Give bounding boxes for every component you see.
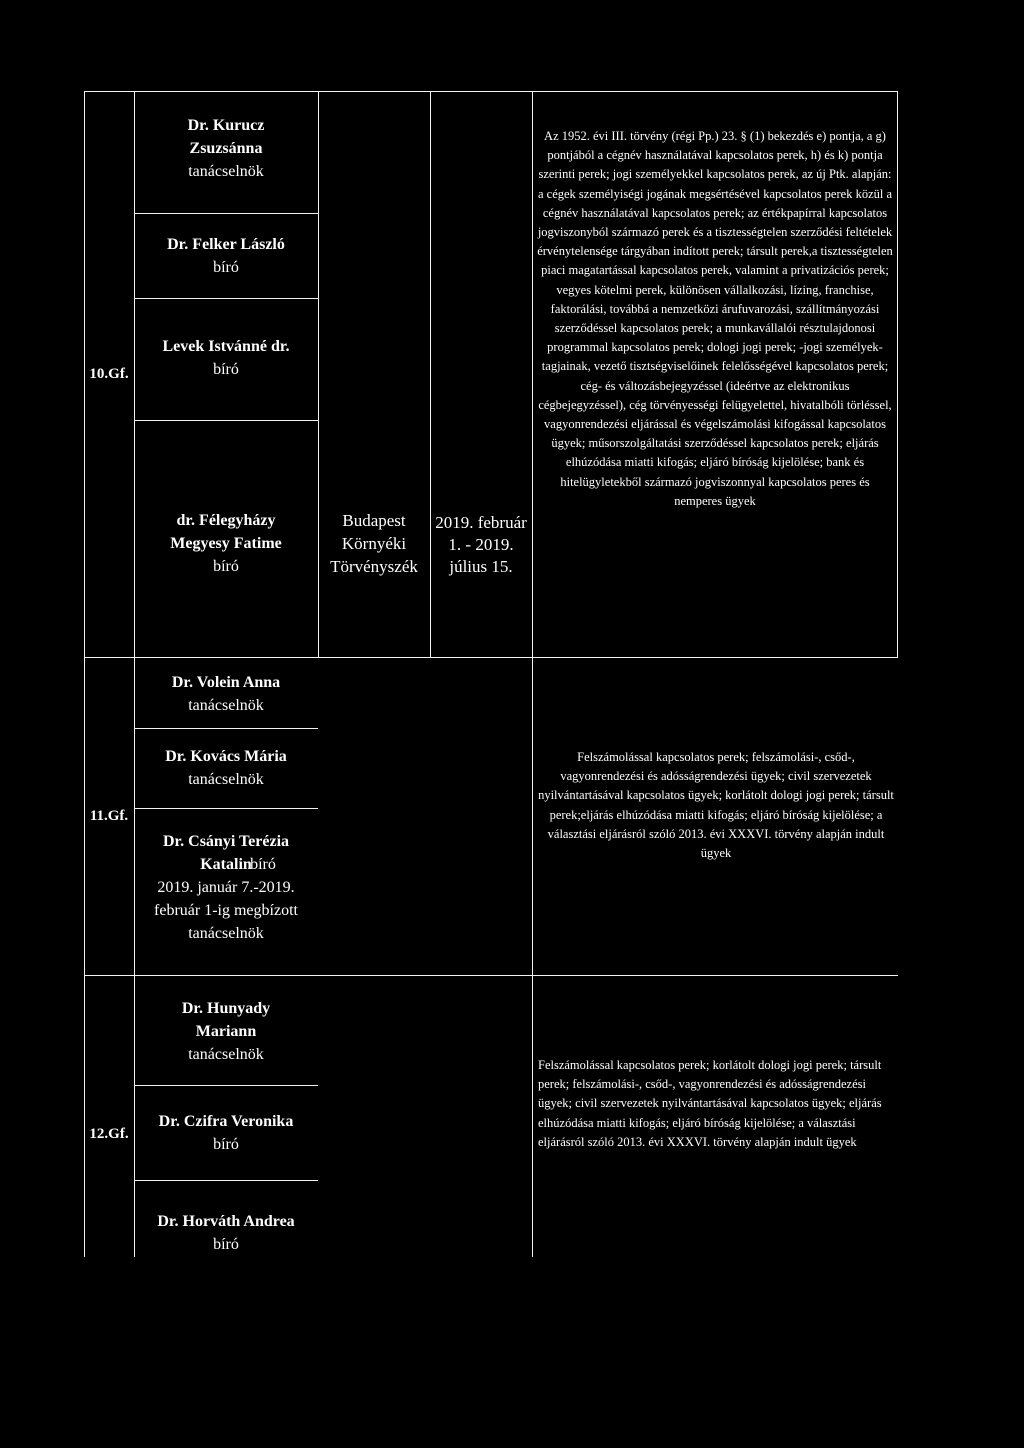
- judge-cell: [134, 742, 318, 794]
- judge-cell: [134, 110, 318, 186]
- judge-separator: [134, 420, 318, 421]
- judge-cell: [134, 505, 318, 581]
- judge-name: Dr. Kurucz Zsuzsánna: [187, 116, 265, 157]
- judge-separator: [134, 1180, 318, 1181]
- judge-name: Dr. Felker László: [167, 236, 285, 253]
- court-name: Budapest Környéki Törvényszék: [330, 510, 418, 576]
- judge-separator: [134, 728, 318, 729]
- judge-cell: [134, 1205, 318, 1261]
- table-row: [84, 91, 134, 657]
- judge-cell: [134, 993, 318, 1069]
- judge-cell: [134, 330, 318, 386]
- judge-name: Dr. Volein Anna: [171, 674, 281, 691]
- judge-role: bíró: [213, 557, 239, 575]
- judge-separator: [134, 808, 318, 809]
- judge-name: Dr. Czifra Veronika: [158, 1113, 294, 1130]
- case-description: Felszámolással kapcsolatos perek; korlátolt dologi jogi perek; társult perek; felszámolási-, csőd-, vagyonrendezési és adósságrendezési ügyek; civil szervezetek nyilvántartásával kapcsolatos ügyek; eljárás elhúzódása miatti kifogás; eljáró bíróság kijelölése; a választási eljárásról szóló 2013. évi XXXVI. törvény alapján indult ügyek: [538, 1058, 882, 1149]
- judge-name: dr. Félegyházy Megyesy Fatime: [170, 511, 282, 552]
- case-description: Az 1952. évi III. törvény (régi Pp.) 23. § (1) bekezdés e) pontja, a g) pontjából a cégnév használatával kapcsolatos perek, h) és k) pontja szerinti perek; jogi személyekkel kapcsolatos perek, az új Ptk. alapján: a cégek személyiségi jogának megsértésével kapcsolatos perek közül a cégnév használatával kapcsolatos perek; az értékpapírral kapcsolatos jogviszonyból származó perek és a tisztességtelen szerződési feltételek érvénytelensége tárgyában indított perek; társult perek,a tisztességtelen piaci magatartással kapcsolatos perek, valamint a privatizációs perek; vegyes kötelmi perek, különösen vállalkozási, lízing, franchise, faktorálási, továbbá a nemzetközi árufuvarozási, szállítmányozási szerződéssel kapcsolatos perek; a munkavállalói résztulajdonosi programmal kapcsolatos perek; dologi jogi perek; -jogi személyek- tagjainak, vezető tisztségviselőinek felelősségével kapcsolatos perek; cég- és változásbejegyzéssel (ideértve az elektronikus cégbejegyzéssel), cég törvényességi felügyelettel, hivatalbóli törléssel, vagyonrendezési eljárással és végelszámolási kifogással kapcsolatos ügyek; műsorszolgáltatási szerződéssel kapcsolatos perek; eljárás elhúzódása miatti kifogás; eljáró bíróság kijelölése; bank és hitelügyletekből származó jogviszonnyal kapcsolatos peres és nemperes ügyek: [537, 129, 893, 508]
- table-border-right: [897, 91, 898, 657]
- judge-role: bíró: [213, 361, 239, 378]
- judge-role: tanácselnök: [188, 697, 264, 714]
- period-cell: [430, 490, 532, 600]
- judge-role: tanácselnök: [188, 162, 264, 180]
- table-row: [84, 657, 134, 975]
- judge-separator: [134, 213, 318, 214]
- judge-name: Dr. Csányi Terézia Katalin: [162, 833, 290, 873]
- judge-cell: [134, 668, 318, 720]
- judge-note: 2019. január 7.-2019. február 1-ig megbízott tanácselnök: [154, 879, 298, 942]
- court-cell: [318, 505, 430, 581]
- judge-role: bíró: [213, 1136, 239, 1153]
- judge-cell: [134, 1105, 318, 1161]
- judge-role: tanácselnök: [188, 1045, 264, 1063]
- judge-name: Levek Istvánné dr.: [162, 338, 290, 355]
- column-separator: [532, 91, 533, 1257]
- judge-name: Dr. Kovács Mária: [165, 748, 287, 765]
- judge-cell: [134, 228, 318, 284]
- case-description: Felszámolással kapcsolatos perek; felszámolási-, csőd-, vagyonrendezési és adósságrendezési ügyek; civil szervezetek nyilvántartásával kapcsolatos ügyek; korlátolt dologi jogi perek; társult perek;eljárás elhúzódása miatti kifogás; eljáró bíróság kijelölése; a választási eljárásról szóló 2013. évi XXXVI. törvény alapján indult ügyek: [538, 750, 894, 861]
- judge-separator: [134, 1085, 318, 1086]
- judge-cell: [134, 830, 318, 960]
- table-border-top: [84, 91, 898, 92]
- row-id: 10.Gf.: [89, 365, 129, 382]
- row-separator: [84, 657, 898, 658]
- judge-role: tanácselnök: [188, 771, 264, 788]
- judge-name: Dr. Hunyady Mariann: [181, 999, 271, 1040]
- judge-role: bíró: [213, 259, 239, 276]
- row-id: 12.Gf.: [89, 1125, 129, 1142]
- row-separator: [84, 975, 898, 976]
- table-row: [84, 975, 134, 1257]
- row-id: 11.Gf.: [89, 807, 129, 824]
- judge-name: Dr. Horváth Andrea: [157, 1213, 295, 1230]
- assignment-period: 2019. február 1. - 2019. július 15.: [435, 513, 527, 576]
- judge-separator: [134, 298, 318, 299]
- judge-role: bíró: [213, 1236, 239, 1253]
- judge-role: bíró: [250, 856, 276, 873]
